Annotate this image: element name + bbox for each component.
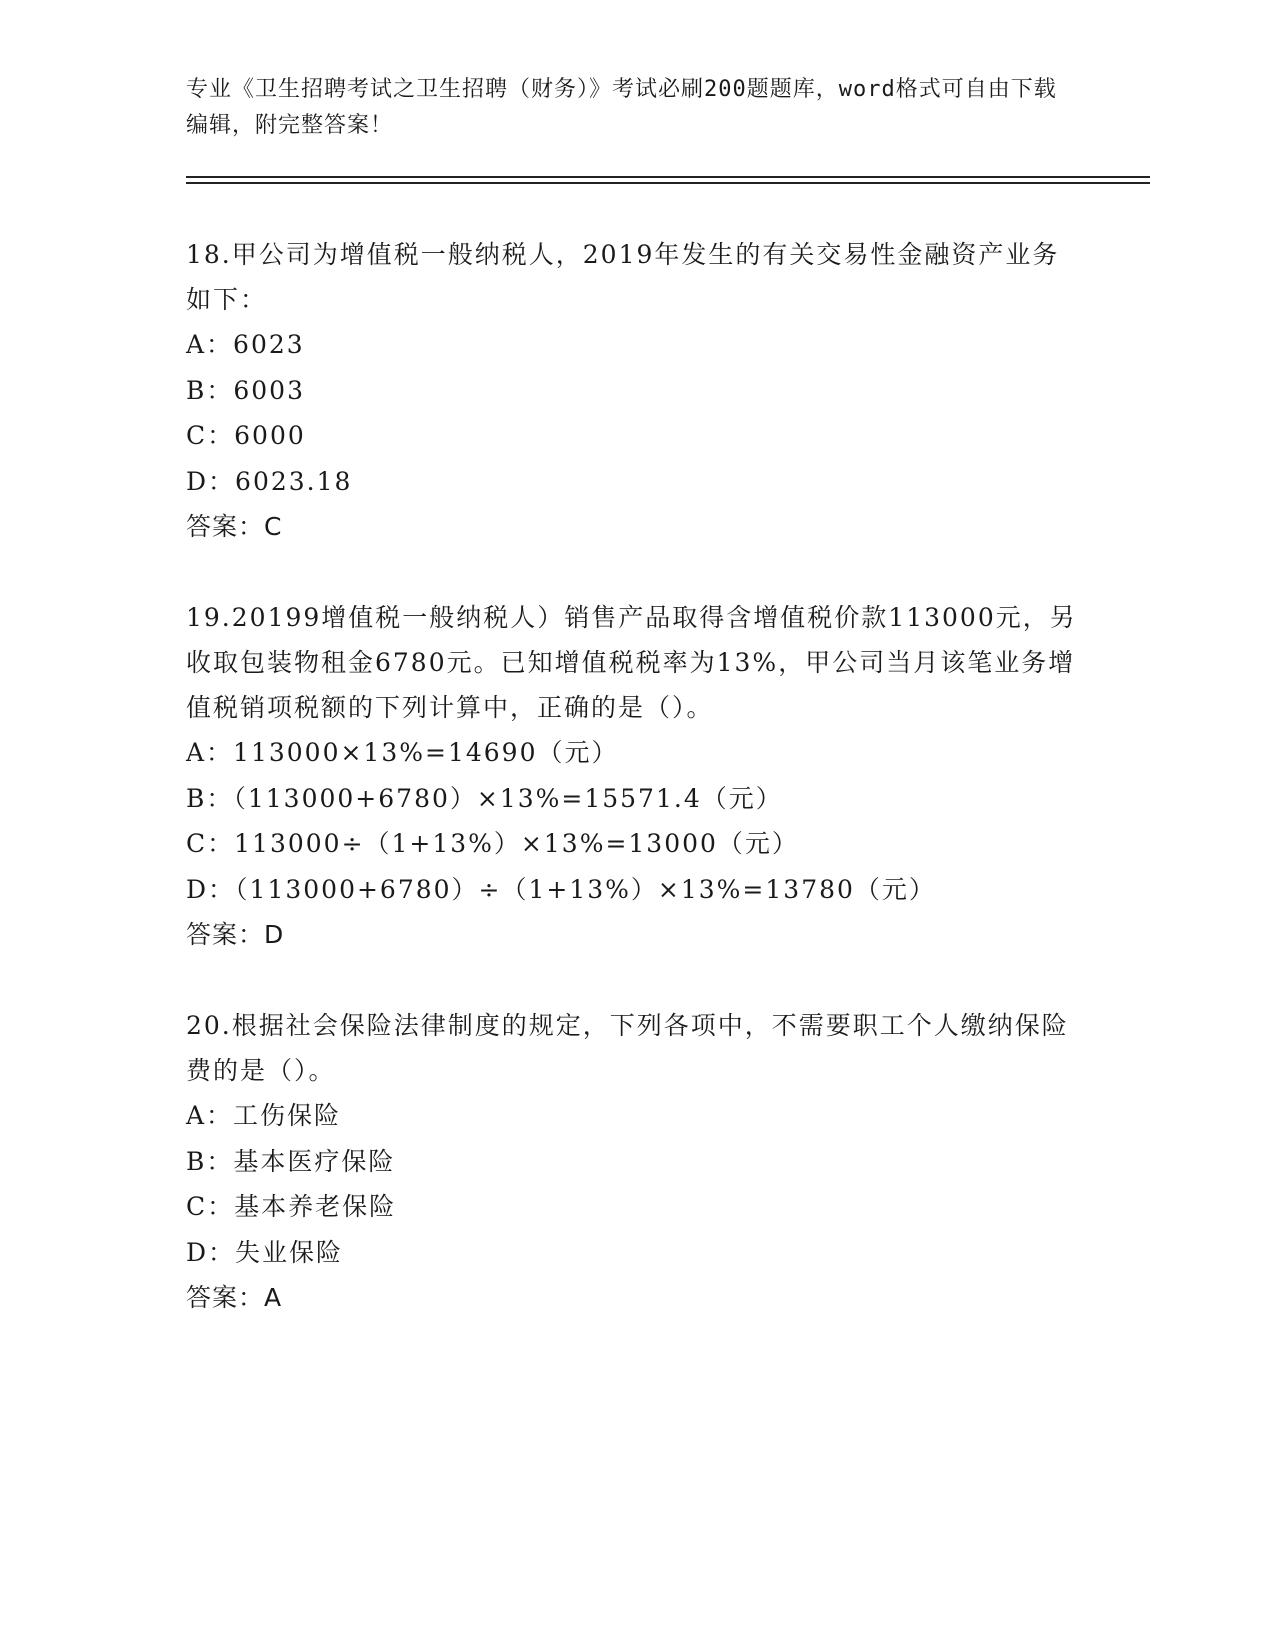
answer: 答案：C	[186, 512, 283, 541]
option-d: D：（113000+6780）÷（1+13%）×13%=13780（元）	[186, 874, 936, 904]
document-header	[186, 72, 1066, 144]
header-divider-bottom	[186, 182, 1150, 184]
header-text: 专业《卫生招聘考试之卫生招聘（财务）》考试必刷200题题库，word格式可自由下载编辑，附完整答案！	[186, 77, 1057, 138]
option-d: D：6023.18	[186, 466, 353, 496]
question-20	[186, 1003, 1086, 1321]
option-b: B：6003	[186, 375, 305, 405]
question-18	[186, 232, 1086, 550]
option-a: A：工伤保险	[186, 1101, 342, 1130]
question-19	[186, 595, 1086, 958]
question-text: 19.20199增值税一般纳税人）销售产品取得含增值税价款113000元，另收取包装物租金6780元。已知增值税税率为13%，甲公司当月该笔业务增值税销项税额的下列计算中，正确的是（）。	[186, 603, 1077, 722]
answer: 答案：A	[186, 1283, 283, 1312]
option-c: C：113000÷（1+13%）×13%=13000（元）	[186, 829, 799, 858]
option-a: A：6023	[186, 330, 305, 359]
option-c: C：6000	[186, 421, 306, 450]
option-d: D：失业保险	[186, 1237, 344, 1267]
question-text: 18.甲公司为增值税一般纳税人，2019年发生的有关交易性金融资产业务如下：	[186, 240, 1060, 314]
header-divider-top	[186, 176, 1150, 178]
option-b: B：（113000+6780）×13%=15571.4（元）	[186, 783, 783, 813]
option-c: C：基本养老保险	[186, 1192, 397, 1221]
answer: 答案：D	[186, 920, 285, 949]
option-b: B：基本医疗保险	[186, 1146, 396, 1176]
option-a: A：113000×13%=14690（元）	[186, 738, 619, 767]
question-text: 20.根据社会保险法律制度的规定，下列各项中，不需要职工个人缴纳保险费的是（）。	[186, 1011, 1069, 1085]
